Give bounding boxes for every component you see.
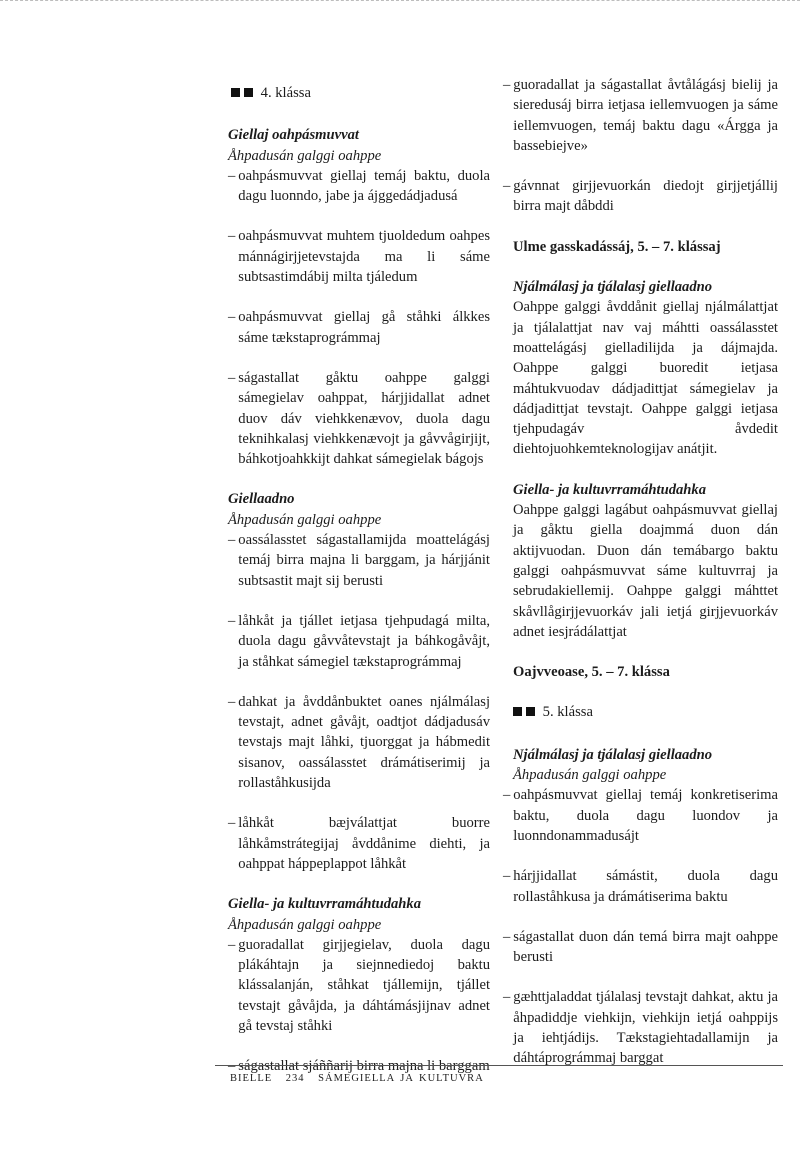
footer-rule <box>215 1065 783 1066</box>
section-subtitle: Åhpadusán galggi oahppe <box>513 767 667 784</box>
list-item-text: hárjjidallat sámástit, duola dagu rollaståhkusa ja drámátiserima baktu <box>513 868 778 905</box>
list-item: – oahpásmuvvat muhtem tjuoldedum oahpes mánnágirjjetevstajda ma li sáme subtsastimdábij milta tjáledum <box>228 226 490 287</box>
section-title: Njálmálasj ja tjálalasj giellaadno <box>513 279 713 296</box>
list-item-text: dahkat ja åvddånbuktet oanes njálmálasj tevstajt, adnet gåvåjt, oadtjot dádjadusáv tevstajs majt låhki, tjuorggat ja hábmedit sisanov, oassálasstet drámátiserimij ja rollaståhkusijda <box>238 693 490 792</box>
list-item-text: gæhttjaladdat tjálalasj tevstajt dahkat, aktu ja åhpadiddje viehkijn, viehkijn ietjá oahppijs ja iehtjádijs. Tækstagiehtadallamijn ja dáhtáprográmmaj barggat <box>513 989 778 1067</box>
section-subtitle: Åhpadusán galggi oahppe <box>228 916 382 933</box>
list-item: – gávnnat girjjevuorkán diedojt girjjetjállij birra majt dåbddi <box>503 176 778 217</box>
section-title: Giella- ja kultuvrramáhtudahka <box>228 896 421 913</box>
list-item-text: ságastallat sjáññarij birra majna li barggam <box>238 1058 490 1075</box>
section-title: Giella- ja kultuvrramáhtudahka <box>513 481 706 498</box>
list-item: – guoradallat ja ságastallat åvtålágásj bielij ja sieredusáj birra ietjasa iellemvuogen ja sáme iellemvuogen, temáj baktu dagu «Árgga ja bassebiejve» <box>503 75 778 156</box>
square-bullet-icon <box>526 707 535 716</box>
section-title: Njálmálasj ja tjálalasj giellaadno <box>513 746 713 763</box>
list-item: – ságastallat sjáññarij birra majna li barggam <box>228 1056 490 1076</box>
list-item-text: låhkåt ja tjállet ietjasa tjehpudagá milta, duola dagu gåvvåtevstajt ja báhkogåvåjt, ja ståhkat sámegiel tækstaprográmmaj <box>238 612 490 670</box>
list-item-text: ságastallat duon dán temá birra majt oahppe berusti <box>513 928 778 966</box>
list-item: – oassálasstet ságastallamijda moattelágásj temáj birra majna li barggam, ja hárjjánit subtsastit majt sij berusti <box>228 530 490 591</box>
class-heading-text: 5. klássa <box>542 704 593 721</box>
square-bullet-icon <box>244 88 253 97</box>
list-item: – oahpásmuvvat giellaj temáj konkretiserima baktu, duola dagu luondov ja luonndonammadusájt <box>503 785 778 846</box>
square-bullet-icon <box>231 88 240 97</box>
list-item: – ságastallat duon dán temá birra majt oahppe berusti <box>503 927 778 968</box>
list-item: – gæhttjaladdat tjálalasj tevstajt dahkat, aktu ja åhpadiddje viehkijn, viehkijn ietjá oahppijs ja iehtjádijs. Tækstagiehtadallamijn ja dáhtáprográmmaj barggat <box>503 987 778 1068</box>
scan-top-edge <box>0 0 800 1</box>
section-title: Giellaadno <box>228 491 295 508</box>
list-item: – ságastallat gåktu oahppe galggi sámegielav oahppat, hárjjidallat adnet duov dáv viehkkenævov, duola dagu teknihkalasj viehkkenævojt ja gåvvågirjijt, báhkotjoahkkijt dahkat sámegielak bágojs <box>228 368 490 469</box>
list-item-text: gávnnat girjjevuorkán diedojt girjjetjállij birra majt dåbddi <box>513 178 778 215</box>
list-item: – guoradallat girjjegielav, duola dagu plákáhtajn ja siejnnediedoj baktu klássalanján, ståhkat tjállemijn, tjállet tevstajt gåvåjda, ja dáhtámásjijnav adnet gå tevstaj ståhki <box>228 935 490 1036</box>
list-item-text: oahpásmuvvat giellaj temáj baktu, duola dagu luonndo, jabe ja ájggedádjadusá <box>238 167 490 205</box>
list-item-text: oassálasstet ságastallamijda moattelágásj temáj birra majna li barggam, ja hárjjánit subtsastit majt sij berusti <box>238 532 490 589</box>
list-item: – låhkåt ja tjállet ietjasa tjehpudagá milta, duola dagu gåvvåtevstajt ja báhkogåvåjt, ja ståhkat sámegiel tækstaprográmmaj <box>228 611 490 672</box>
list-item-text: guoradallat ja ságastallat åvtålágásj bielij ja sieredusáj birra ietjasa iellemvuogen ja sáme iellemvuogen, temáj baktu dagu «Árgga ja bassebiejve» <box>513 77 778 154</box>
section-subtitle: Åhpadusán galggi oahppe <box>228 511 382 528</box>
section-heading: Oajvveoase, 5. – 7. klássa <box>513 664 670 681</box>
list-item: – låhkåt bæjválattjat buorre låhkåmstrátegijaj åvddånime diehti, ja oahppat háppeplappot låhkåt <box>228 813 490 874</box>
list-item-text: oahpásmuvvat giellaj gå ståhki álkkes sáme tækstaprográmmaj <box>238 309 490 346</box>
paragraph: Oahppe galggi åvddånit giellaj njálmálattjat ja tjálalattjat nav vaj máhtti oassálasstet moattelágásj gielladilijda ja dájmajda. Oahppe galggi buoredit ietjasa máhtukvuodav dádjadittjat sámegielav ja dádjadittjat tevstajt. Oahppe galggi ietjasa tjehpudagáv åvdedit diehtojuohkemteknologijav anátjit. <box>513 299 778 458</box>
list-item: – oahpásmuvvat giellaj gå ståhki álkkes sáme tækstaprográmmaj <box>228 307 490 348</box>
list-item-text: låhkåt bæjválattjat buorre låhkåmstrátegijaj åvddånime diehti, ja oahppat háppeplappot låhkåt <box>238 815 490 872</box>
list-item: – oahpásmuvvat giellaj temáj baktu, duola dagu luonndo, jabe ja ájggedádjadusá <box>228 166 490 207</box>
footer-title: SÁMEGIELLA JA KULTUVRA <box>318 1073 484 1084</box>
list-item: – hárjjidallat sámástit, duola dagu rollaståhkusa ja drámátiserima baktu <box>503 866 778 907</box>
page-footer <box>230 1073 492 1084</box>
list-item-text: oahpásmuvvat giellaj temáj konkretiserima baktu, duola dagu luondov ja luonndonammadusájt <box>513 787 778 844</box>
class-heading-5 <box>513 702 778 722</box>
list-item-text: guoradallat girjjegielav, duola dagu plákáhtajn ja siejnnediedoj baktu klássalanján, ståhkat tjállemijn, tjállet tevstajt gåvåjda, ja dáhtámásjijnav adnet gå tevstaj ståhki <box>238 936 490 1034</box>
paragraph: Oahppe galggi lagábut oahpásmuvvat giellaj ja gåktu giella doajmmá duon dán aktijvuodan. Duon dán temábargo baktu galggi oahpásmuvvat sáme kultuvrraj ja sebrudakiellemij. Oahppe galggi máhttet skåvllågirjjevuorkáv jali ietjá girjjevuorkáv adnet iesjrádálattjat <box>513 502 778 640</box>
right-column <box>503 75 778 1089</box>
section-subtitle: Åhpadusán galggi oahppe <box>228 147 382 164</box>
footer-journal: BIELLE <box>230 1073 273 1084</box>
section-title: Giellaj oahpásmuvvat <box>228 127 359 144</box>
list-item-text: oahpásmuvvat muhtem tjuoldedum oahpes mánnágirjjetevstajda ma li sáme subtsastimdábij milta tjáledum <box>238 228 490 286</box>
list-item-text: ságastallat gåktu oahppe galggi sámegielav oahppat, hárjjidallat adnet duov dáv viehkkenævov, duola dagu teknihkalasj viehkkenævojt ja gåvvågirjijt, báhkotjoahkkijt dahkat sámegielak bágojs <box>238 369 490 468</box>
class-heading-4 <box>231 83 490 103</box>
class-heading-text: 4. klássa <box>260 85 311 101</box>
square-bullet-icon <box>513 707 522 716</box>
left-column <box>228 75 490 1097</box>
section-heading: Ulme gasskadássáj, 5. – 7. klássaj <box>513 238 721 255</box>
list-item: – dahkat ja åvddånbuktet oanes njálmálasj tevstajt, adnet gåvåjt, oadtjot dádjadusáv tevstajs majt låhki, tjuorggat ja hábmedit sisanov, oassálasstet drámátiserimij ja rollaståhkusijda <box>228 692 490 793</box>
footer-page-number: 234 <box>285 1073 305 1084</box>
